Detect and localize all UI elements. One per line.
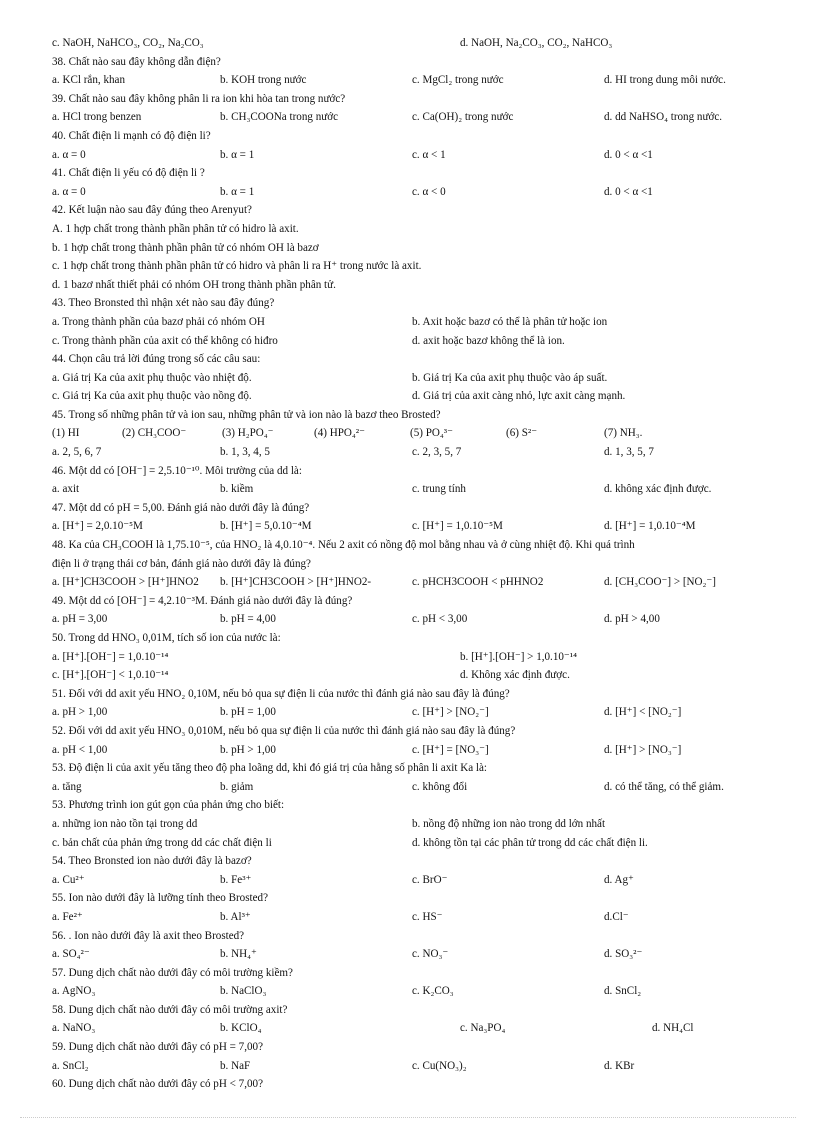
answer-option: b. α = 1	[220, 185, 255, 198]
answer-option: c. BrO⁻	[412, 873, 448, 886]
answer-option: c. pHCH3COOH < pHHNO2	[412, 576, 544, 589]
question-line	[52, 164, 772, 183]
answer-option: c. 2, 3, 5, 7	[412, 446, 462, 459]
question-line	[52, 759, 772, 778]
answer-options-row	[52, 871, 772, 890]
question-text: 45. Trong số những phân tử và ion sau, những phân tử và ion nào là bazơ theo Brosted?	[52, 408, 441, 421]
question-line	[52, 629, 772, 648]
answer-option: a. Giá trị Ka của axit phụ thuộc vào nhiệt độ.	[52, 371, 252, 384]
answer-options-row	[52, 1019, 772, 1038]
question-line	[52, 685, 772, 704]
answer-options-row	[52, 945, 772, 964]
answer-options-row	[52, 443, 772, 462]
answer-option: b. pH = 1,00	[220, 706, 276, 719]
question-line	[52, 722, 772, 741]
answer-option: a. Cu²⁺	[52, 873, 85, 886]
answer-option: d.Cl⁻	[604, 910, 629, 923]
answer-option: c. α < 1	[412, 148, 446, 161]
answer-option: a. pH < 1,00	[52, 743, 108, 756]
question-text: 48. Ka của CH₃COOH là 1,75.10⁻⁵, của HNO₂ là 4,0.10⁻⁴. Nếu 2 axit có nồng độ mol bằng nhau và ở cùng nhiệt độ. Khi quá trình	[52, 539, 635, 552]
answer-option: b. NaF	[220, 1059, 251, 1072]
question-text: 55. Ion nào dưới đây là lưỡng tính theo Brosted?	[52, 892, 269, 905]
answer-option: (4) HPO₄²⁻	[314, 427, 365, 440]
answer-option: c. [H⁺] = 1,0.10⁻⁵M	[412, 520, 503, 533]
question-text: A. 1 hợp chất trong thành phần phân tử có hidro là axit.	[52, 222, 299, 235]
answer-option: b. nồng độ những ion nào trong dd lớn nhất	[412, 817, 606, 830]
answer-option: d. không tồn tại các phân tử trong dd các chất điện li.	[412, 836, 648, 849]
question-text: 46. Một dd có [OH⁻] = 2,5.10⁻¹⁰. Môi trường của dd là:	[52, 464, 302, 477]
answer-option: a. KCl rắn, khan	[52, 74, 126, 87]
question-line	[52, 350, 772, 369]
question-line	[52, 239, 772, 258]
question-text: 53. Độ điện li của axit yếu tăng theo độ pha loãng dd, khi đó giá trị của hằng số phân li axit Ka là:	[52, 762, 488, 775]
question-line	[52, 276, 772, 295]
answer-option: c. HS⁻	[412, 910, 443, 923]
answer-option: b. CH₃COONa trong nước	[220, 111, 339, 124]
question-text: 39. Chất nào sau đây không phân li ra ion khi hòa tan trong nước?	[52, 92, 346, 105]
page-bottom-edge	[20, 1117, 796, 1118]
answer-option: d. không xác định được.	[604, 483, 712, 496]
question-line	[52, 889, 772, 908]
question-text: 41. Chất điện li yếu có độ điện li ?	[52, 167, 205, 180]
answer-options-row	[52, 908, 772, 927]
question-line	[52, 90, 772, 109]
answer-option: d. [H⁺] < [NO₂⁻]	[604, 706, 682, 719]
question-text: 60. Dung dịch chất nào dưới đây có pH < 7,00?	[52, 1078, 263, 1091]
question-text: 52. Đối với dd axit yếu HNO₃ 0,010M, nếu bỏ qua sự điện li của nước thì đánh giá nào sau đây là đúng?	[52, 724, 516, 737]
answer-options-row	[52, 480, 772, 499]
answer-options-row	[52, 424, 772, 443]
answer-option: a. NaNO₃	[52, 1022, 96, 1035]
answer-options-row	[52, 648, 772, 667]
question-text: 53. Phương trình ion gút gọn của phản ứng cho biết:	[52, 799, 285, 812]
answer-option: d. pH > 4,00	[604, 613, 660, 626]
answer-option: c. bản chất của phản ứng trong dd các chất điện li	[52, 836, 272, 849]
question-text: 42. Kết luận nào sau đây đúng theo Arenyut?	[52, 204, 252, 217]
answer-option: c. MgCl₂ trong nước	[412, 74, 504, 87]
answer-option: d. có thể tăng, có thể giảm.	[604, 780, 724, 793]
answer-option: a. [H⁺]CH3COOH > [H⁺]HNO2	[52, 576, 199, 589]
answer-options-row	[52, 741, 772, 760]
question-text: 54. Theo Bronsted ion nào dưới đây là bazơ?	[52, 855, 252, 868]
answer-option: b. pH = 4,00	[220, 613, 276, 626]
question-line	[52, 852, 772, 871]
answer-option: b. 1, 3, 4, 5	[220, 446, 270, 459]
answer-options-row	[52, 573, 772, 592]
answer-option: d. 1, 3, 5, 7	[604, 446, 654, 459]
question-line	[52, 796, 772, 815]
question-line	[52, 1075, 772, 1094]
question-text: 59. Dung dịch chất nào dưới đây có pH = 7,00?	[52, 1041, 263, 1054]
answer-option: d. Giá trị của axit càng nhỏ, lực axit càng mạnh.	[412, 390, 626, 403]
question-line	[52, 555, 772, 574]
question-line	[52, 462, 772, 481]
answer-option: b. kiềm	[220, 483, 254, 496]
answer-option: a. Trong thành phần của bazơ phải có nhóm OH	[52, 315, 265, 328]
answer-option: d. KBr	[604, 1059, 635, 1072]
question-text: 38. Chất nào sau đây không dẫn điện?	[52, 55, 221, 68]
question-line	[52, 499, 772, 518]
answer-option: c. không đổi	[412, 780, 468, 793]
answer-option: c. K₂CO₃	[412, 985, 454, 998]
question-line	[52, 127, 772, 146]
question-text: 40. Chất điện li mạnh có độ điện li?	[52, 129, 211, 142]
question-text: 56. . Ion nào dưới đây là axit theo Brosted?	[52, 929, 245, 942]
question-line	[52, 257, 772, 276]
answer-option: b. KClO₄	[220, 1022, 262, 1035]
question-text: 43. Theo Bronsted thì nhận xét nào sau đây đúng?	[52, 297, 275, 310]
answer-options-row	[52, 1057, 772, 1076]
answer-option: c. pH < 3,00	[412, 613, 468, 626]
answer-option: (5) PO₄³⁻	[410, 427, 453, 440]
answer-option: b. NH₄⁺	[220, 948, 257, 961]
answer-option: a. tăng	[52, 780, 82, 793]
answer-option: a. axit	[52, 483, 80, 496]
question-line	[52, 201, 772, 220]
answer-option: d. NH₄Cl	[652, 1022, 694, 1035]
answer-option: b. NaClO₃	[220, 985, 267, 998]
answer-option: c. trung tính	[412, 483, 466, 496]
answer-option: a. SO₄²⁻	[52, 948, 90, 961]
answer-option: b. Al³⁺	[220, 910, 251, 923]
answer-options-row	[52, 369, 772, 388]
question-text: 47. Một dd có pH = 5,00. Đánh giá nào dưới đây là đúng?	[52, 501, 310, 514]
question-line	[52, 536, 772, 555]
answer-option: a. SnCl₂	[52, 1059, 89, 1072]
answer-options-row	[52, 71, 772, 90]
answer-option: a. pH > 1,00	[52, 706, 108, 719]
answer-options-row	[52, 332, 772, 351]
question-line	[52, 1038, 772, 1057]
answer-options-row	[52, 703, 772, 722]
question-text: d. 1 bazơ nhất thiết phải có nhóm OH trong thành phần phân tử.	[52, 278, 336, 291]
answer-option: (6) S²⁻	[506, 427, 538, 440]
answer-options-row	[52, 517, 772, 536]
answer-option: a. 2, 5, 6, 7	[52, 446, 102, 459]
exam-document	[52, 34, 772, 1094]
question-text: 50. Trong dd HNO₃ 0,01M, tích số ion của nước là:	[52, 632, 281, 644]
question-line	[52, 220, 772, 239]
question-text: b. 1 hợp chất trong thành phần phân tử có nhóm OH là bazơ	[52, 241, 319, 254]
answer-option: d. SnCl₂	[604, 985, 642, 998]
answer-option: d. [H⁺] > [NO₃⁻]	[604, 743, 682, 756]
answer-options-row	[52, 610, 772, 629]
question-line	[52, 592, 772, 611]
question-line	[52, 294, 772, 313]
question-line	[52, 964, 772, 983]
answer-option: b. pH > 1,00	[220, 743, 276, 756]
question-text: 49. Một dd có [OH⁻] = 4,2.10⁻³M. Đánh giá nào dưới đây là đúng?	[52, 594, 353, 607]
question-text: 51. Đối với dd axit yếu HNO₂ 0,10M, nếu bỏ qua sự điện li của nước thì đánh giá nào sau đây là đúng?	[52, 687, 510, 700]
answer-option: b. giảm	[220, 780, 254, 793]
answer-options-row	[52, 666, 772, 685]
question-text: c. 1 hợp chất trong thành phần phân tử có hidro và phân li ra H⁺ trong nước là axit.	[52, 260, 422, 273]
answer-options-row	[52, 834, 772, 853]
answer-option: c. [H⁺].[OH⁻] < 1,0.10⁻¹⁴	[52, 669, 169, 682]
question-text: điện li ở trạng thái cơ bản, đánh giá nào dưới đây là đúng?	[52, 557, 311, 570]
answer-option: c. Ca(OH)₂ trong nước	[412, 111, 514, 124]
answer-option: b. Fe³⁺	[220, 873, 252, 886]
question-line	[52, 53, 772, 72]
answer-options-row	[52, 108, 772, 127]
answer-option: a. α = 0	[52, 185, 86, 198]
answer-option: d. Không xác định được.	[460, 669, 570, 682]
question-text: 58. Dung dịch chất nào dưới đây có môi trường axit?	[52, 1003, 288, 1016]
answer-option: a. HCl trong benzen	[52, 111, 142, 124]
answer-options-row	[52, 146, 772, 165]
question-line	[52, 406, 772, 425]
answer-option: d. 0 < α <1	[604, 185, 653, 198]
question-text: 57. Dung dịch chất nào dưới đây có môi trường kiềm?	[52, 966, 293, 979]
answer-option: b. [H⁺]CH3COOH > [H⁺]HNO2-	[220, 576, 372, 589]
answer-option: a. [H⁺].[OH⁻] = 1,0.10⁻¹⁴	[52, 650, 169, 663]
answer-option: d. axit hoặc bazơ không thể là ion.	[412, 334, 565, 347]
answer-option: d. [CH₃COO⁻] > [NO₂⁻]	[604, 576, 716, 589]
answer-option: c. [H⁺] = [NO₃⁻]	[412, 743, 489, 756]
answer-option: b. Giá trị Ka của axit phụ thuộc vào áp suất.	[412, 371, 608, 384]
answer-option: a. AgNO₃	[52, 985, 96, 998]
answer-option: c. NO₃⁻	[412, 948, 449, 961]
answer-option: a. α = 0	[52, 148, 86, 161]
answer-option: b. [H⁺].[OH⁻] > 1,0.10⁻¹⁴	[460, 650, 577, 663]
answer-options-row	[52, 815, 772, 834]
answer-option: b. [H⁺] = 5,0.10⁻⁴M	[220, 520, 312, 533]
answer-option: b. Axit hoặc bazơ có thể là phân tử hoặc ion	[412, 315, 608, 328]
answer-option: a. những ion nào tồn tại trong dd	[52, 817, 198, 830]
answer-options-row	[52, 778, 772, 797]
answer-options-row	[52, 34, 772, 53]
answer-option: (7) NH₃.	[604, 427, 643, 440]
answer-option: d. [H⁺] = 1,0.10⁻⁴M	[604, 520, 696, 533]
answer-option: c. Na₃PO₄	[460, 1022, 506, 1035]
answer-option: a. Fe²⁺	[52, 910, 83, 923]
answer-option: d. dd NaHSO₄ trong nước.	[604, 111, 723, 124]
answer-option: b. KOH trong nước	[220, 74, 307, 87]
answer-option: (3) H₂PO₄⁻	[222, 427, 274, 440]
answer-option: c. [H⁺] > [NO₂⁻]	[412, 706, 489, 719]
answer-option: c. Cu(NO₃)₂	[412, 1059, 467, 1072]
question-text: 44. Chọn câu trả lời đúng trong số các câu sau:	[52, 353, 261, 366]
answer-option: c. Trong thành phần của axit có thể không có hiđro	[52, 334, 278, 347]
answer-option: b. α = 1	[220, 148, 255, 161]
question-line	[52, 927, 772, 946]
answer-option: c. α < 0	[412, 185, 446, 198]
answer-option: a. [H⁺] = 2,0.10⁻⁵M	[52, 520, 143, 533]
answer-option: d. NaOH, Na₂CO₃, CO₂, NaHCO₃	[460, 37, 613, 49]
answer-options-row	[52, 387, 772, 406]
answer-option: d. SO₃²⁻	[604, 948, 643, 961]
answer-option: d. 0 < α <1	[604, 148, 653, 161]
answer-option: a. pH = 3,00	[52, 613, 108, 626]
answer-options-row	[52, 313, 772, 332]
answer-option: d. HI trong dung môi nước.	[604, 74, 726, 87]
answer-option: (1) HI	[52, 427, 80, 440]
answer-options-row	[52, 982, 772, 1001]
answer-option: c. Giá trị Ka của axit phụ thuộc vào nồng độ.	[52, 390, 252, 403]
answer-option: (2) CH₃COO⁻	[122, 427, 187, 440]
answer-option: c. NaOH, NaHCO₃, CO₂, Na₂CO₃	[52, 37, 204, 49]
question-line	[52, 1001, 772, 1020]
answer-option: d. Ag⁺	[604, 873, 634, 886]
answer-options-row	[52, 183, 772, 202]
